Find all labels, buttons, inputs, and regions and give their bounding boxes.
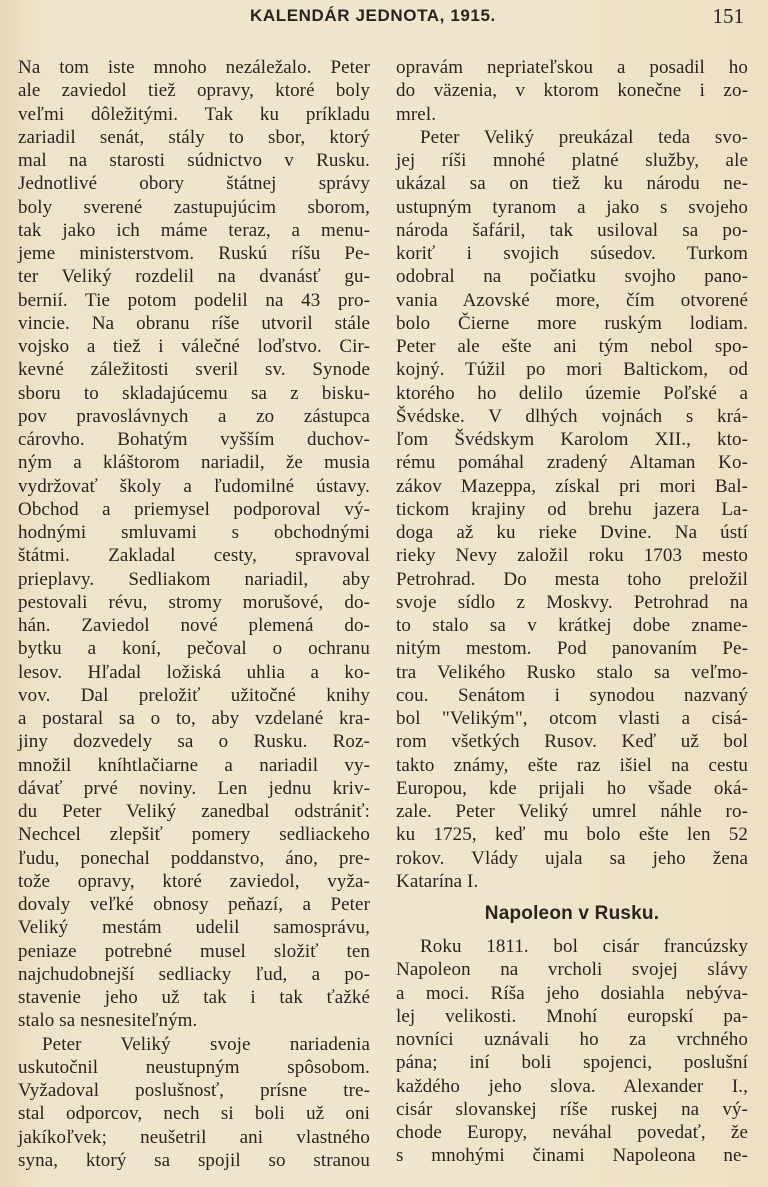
text-line: a postaral sa o to, aby vzdelané kra- — [18, 708, 370, 729]
text-line: štátmi. Zakladal cesty, spravoval — [18, 545, 370, 567]
text-line: ustupným tyranom a jako s svojeho — [396, 196, 748, 218]
text-line: Veliký mestám udelil samosprávu, — [18, 917, 370, 939]
text-line: odobral na počiatku svojho pano- — [396, 266, 748, 288]
text-line: a moci. Ríša jeho dosiahla nebýva- — [396, 982, 748, 1004]
text-line: stalo sa nesnesiteľným. — [18, 1010, 198, 1032]
text-line: syna, ktorý sa spojil so stranou — [18, 1149, 370, 1171]
text-line: zákov Mazeppa, získal pri mori Bal- — [396, 475, 748, 497]
text-line: bytku a koní, pečoval o ochranu — [18, 638, 370, 660]
text-line: du Peter Veliký zanedbal odstrániť: — [18, 801, 370, 822]
text-line: Napoleon na vrcholi svojej slávy — [396, 959, 748, 981]
text-line: Peter Veliký svoje nariadenia — [42, 1033, 370, 1055]
text-line: novníci uznávali ho za vrchného — [396, 1029, 748, 1050]
text-line: ku 1725, keď mu bolo ešte len 52 — [396, 824, 748, 846]
running-header — [0, 4, 768, 34]
text-line: chode Europy, neváhal povedať, že — [396, 1122, 748, 1143]
text-line: jakíkoľvek; neušetril ani vlastného — [18, 1126, 370, 1148]
text-line: ľudu, ponechal poddanstvo, áno, pre- — [18, 847, 370, 869]
text-line: sboru to skladajúcemu sa z bisku- — [18, 382, 370, 404]
text-line: jeme ministerstvom. Ruskú ríšu Pe- — [18, 243, 370, 264]
text-line: cisár slovanskej ríše ruskej na vý- — [396, 1098, 748, 1120]
text-line: veľmi dôležitými. Tak ku príkladu — [18, 103, 370, 125]
text-line: najchudobnejší sedliacky ľud, a po- — [18, 963, 370, 985]
text-line: Katarína I. — [396, 870, 479, 892]
text-line: cou. Senátom i synodou nazvaný — [396, 684, 748, 706]
text-line: vania Azovské more, čím otvorené — [396, 289, 748, 311]
text-line: rému pomáhal zradený Altaman Ko- — [396, 452, 748, 474]
paragraph — [396, 935, 748, 1168]
text-line: pestovali révu, stromy morušové, do- — [18, 591, 370, 613]
text-line: rom všetkých Rusov. Keď už bol — [396, 731, 748, 753]
text-line: bernií. Tie potom podelil na 43 pro- — [18, 289, 370, 311]
text-line: boly sverené zastupujúcim sborom, — [18, 196, 370, 218]
text-line: svoje sídlo z Moskvy. Petrohrad na — [396, 591, 748, 613]
text-line: kevné záležitosti sveril sv. Synode — [18, 359, 370, 381]
text-line: nitým mestom. Pod panovaním Pe- — [396, 638, 748, 660]
text-line: doga až ku rieke Dvine. Na ústí — [396, 522, 748, 543]
text-line: ale zaviedol tiež opravy, ktoré boly — [18, 80, 370, 102]
text-line: každého jeho slova. Alexander I., — [396, 1075, 748, 1097]
text-line: dávať prvé noviny. Len jednu kriv- — [18, 777, 370, 799]
text-line: to stalo sa v krátkej dobe zname- — [396, 615, 748, 636]
text-line: cárovho. Bohatým vyšším duchov- — [18, 429, 370, 450]
text-line: Europou, kde prijali ho všade oká- — [396, 777, 748, 799]
text-line: národa šafáril, tak usiloval sa po- — [396, 219, 748, 241]
text-line: dovaly veľké obnosy peňazí, a Peter — [18, 894, 370, 915]
text-line: Na tom iste mnoho nezáležalo. Peter — [18, 57, 370, 78]
paragraph — [396, 126, 748, 893]
text-line: tak jako ich máme teraz, a menu- — [18, 219, 370, 241]
text-line: stavenie jeho už tak i tak ťažké — [18, 987, 370, 1008]
text-line: Vyžadoval poslušnosť, prísne tre- — [18, 1080, 370, 1101]
paragraph — [396, 56, 748, 126]
text-line: rokov. Vlády ujala sa jeho žena — [396, 847, 748, 869]
text-line: peniaze potrebné musel složiť ten — [18, 940, 370, 962]
text-line: Nechcel zlepšiť pomery sedliackeho — [18, 824, 370, 846]
text-line: zale. Peter Veliký umrel náhle ro- — [396, 801, 748, 822]
text-line: uskutočnil neustupným spôsobom. — [18, 1056, 370, 1078]
text-line: tra Velikého Rusko stalo sa veľmo- — [396, 661, 748, 683]
text-line: ter Veliký rozdelil na dvanásť gu- — [18, 266, 370, 288]
text-line: Roku 1811. bol cisár francúzsky — [420, 936, 748, 957]
text-line: hán. Zaviedol nové plemená do- — [18, 615, 370, 636]
text-line: Obchod a priemysel podporoval vý- — [18, 498, 370, 520]
paragraph — [18, 1033, 370, 1173]
text-line: ktorého ho delilo územie Poľské a — [396, 382, 748, 404]
left-column — [18, 56, 370, 1172]
text-line: vov. Dal preložiť užitočné knihy — [18, 684, 370, 706]
text-line: Peter ale ešte ani tým nebol spo- — [396, 336, 748, 357]
text-line: stal odporcov, nech si boli už oni — [18, 1103, 370, 1125]
text-line: pána; iní boli spojenci, poslušní — [396, 1052, 748, 1074]
text-line: tože opravy, ktoré zaviedol, vyža- — [18, 870, 370, 892]
text-line: jej ríši mnohé platné služby, ale — [396, 150, 748, 171]
text-line: ukázal sa on tiež ku národu ne- — [396, 173, 748, 195]
text-line: lesov. Hľadal ložiská uhlia a ko- — [18, 661, 370, 683]
text-line: bol "Velikým", otcom vlasti a cisá- — [396, 708, 748, 729]
text-line: kojný. Túžil po mori Baltickom, od — [396, 359, 748, 381]
text-line: s mnohými činami Napoleona ne- — [396, 1145, 748, 1167]
text-line: vojsko a tiež i válečné loďstvo. Cir- — [18, 336, 370, 357]
right-column — [396, 56, 748, 1168]
section-heading: Napoleon v Rusku. — [484, 903, 660, 924]
text-line: hodnými smluvami s obchodnými — [18, 522, 370, 543]
page-number: 151 — [712, 4, 744, 28]
text-line: jiny dozvedely sa o Rusku. Roz- — [18, 731, 370, 753]
text-line: vincie. Na obranu ríše utvoril stále — [18, 312, 370, 334]
text-line: množil kníhtlačiarne a nariadil vy- — [18, 754, 370, 776]
text-line: koriť i svojich súsedov. Turkom — [396, 243, 748, 264]
text-line: takto známy, ešte raz išiel na cestu — [396, 754, 748, 776]
text-line: pov pravoslávnych a zo zástupca — [18, 405, 370, 427]
text-line: ným a kláštorom nariadil, že musia — [18, 452, 370, 474]
text-line: do väzenia, v ktorom konečne i zo- — [396, 80, 748, 102]
text-line: opravám nepriateľskou a posadil ho — [396, 57, 748, 78]
header-title: KALENDÁR JEDNOTA, 1915. — [250, 6, 496, 25]
text-line: prieplavy. Sedliakom nariadil, aby — [18, 568, 370, 590]
text-line: zariadil senát, stály to sbor, ktorý — [18, 126, 370, 148]
paragraph — [18, 56, 370, 1033]
text-line: mrel. — [396, 103, 437, 125]
text-line: tickom krajiny od brehu jazera La- — [396, 498, 748, 520]
text-line: Peter Veliký preukázal teda svo- — [420, 126, 748, 148]
text-line: Švédske. V dlhých vojnách s krá- — [396, 405, 748, 427]
text-line: Petrohrad. Do mesta toho preložil — [396, 568, 748, 590]
text-line: vydržovať školy a ľudomilné ústavy. — [18, 475, 370, 497]
text-line: ľom Švédskym Karolom XII., kto- — [396, 429, 748, 450]
text-line: bolo Čierne more ruským lodiam. — [396, 312, 748, 334]
text-line: Jednotlivé obory štátnej správy — [18, 173, 370, 195]
text-line: mal na starosti súdnictvo v Rusku. — [18, 150, 370, 171]
text-line: lej velikosti. Mnohí europskí pa- — [396, 1005, 748, 1027]
text-line: rieky Nevy založil roku 1703 mesto — [396, 545, 748, 567]
